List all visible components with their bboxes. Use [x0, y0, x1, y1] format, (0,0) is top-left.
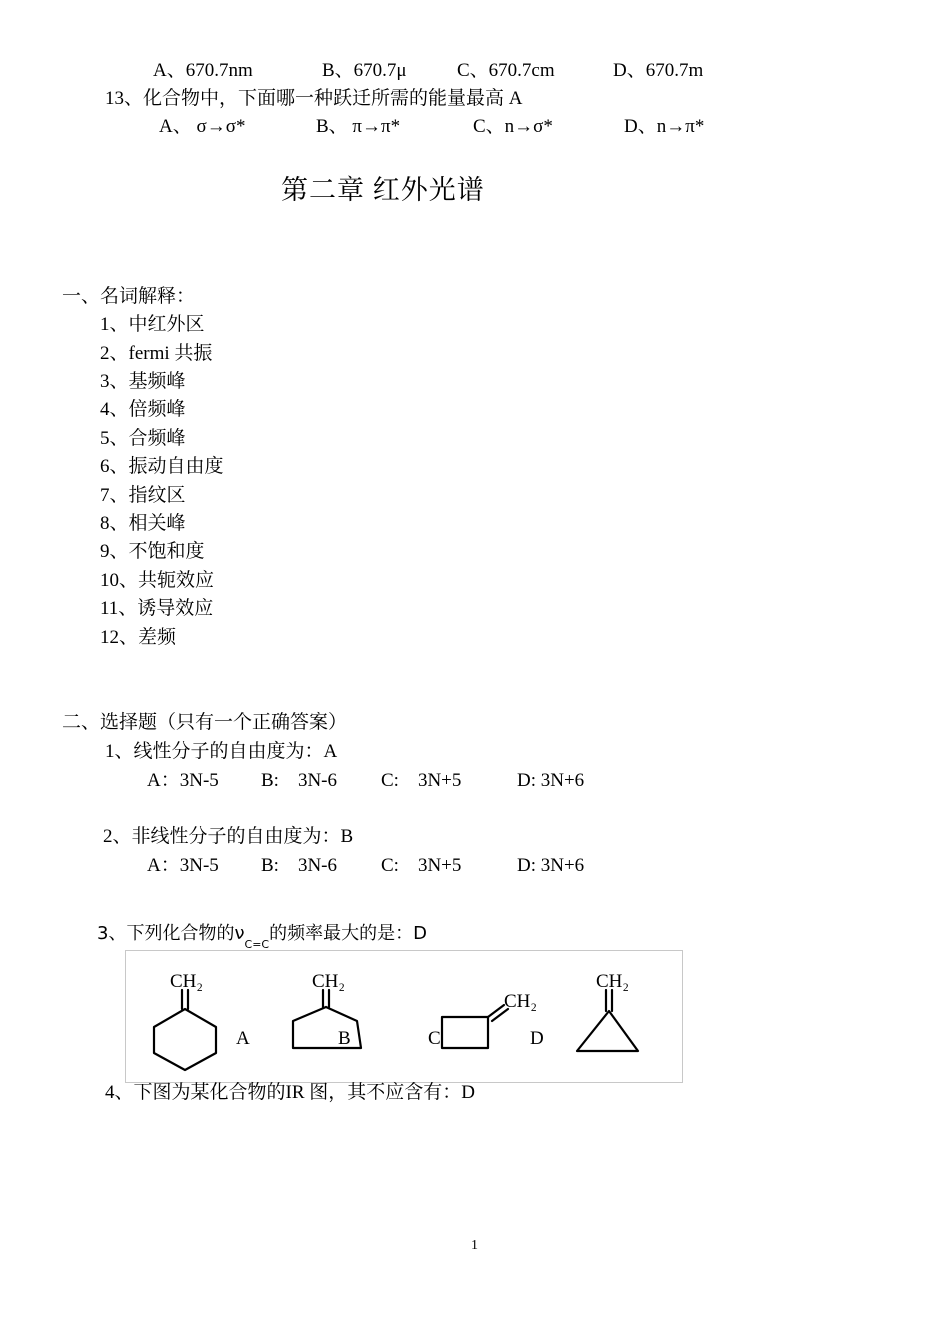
list-item: 6、振动自由度 [100, 456, 224, 477]
q2-option-a: A：3N-5 [147, 855, 219, 876]
q1-option-d: D: 3N+6 [517, 770, 585, 791]
list-item: 1、中红外区 [100, 314, 205, 335]
nu-symbol: ν [234, 923, 245, 944]
list-item: 5、合频峰 [100, 428, 186, 449]
list-item: 8、相关峰 [100, 513, 186, 534]
option-b: B、670.7μ [322, 60, 407, 81]
list-item: 9、不饱和度 [100, 541, 205, 562]
ch2-label-b: CH₂ [312, 971, 346, 992]
ch2-label-c: CH₂ [504, 991, 538, 1012]
ch2-label-a: CH₂ [170, 971, 204, 992]
cc-subscript: C=C [244, 938, 270, 951]
q13-option-d: D、n→π* [624, 116, 705, 137]
molecule-b [293, 990, 361, 1048]
question-13: 13、化合物中，下面哪一种跃迁所需的能量最高 A [105, 88, 523, 109]
question-1: 1、线性分子的自由度为：A [105, 741, 338, 762]
q13-option-c: C、n→σ* [473, 116, 553, 137]
q1-option-c: C: 3N+5 [381, 770, 462, 791]
list-item: 4、倍频峰 [100, 399, 186, 420]
page-number: 1 [471, 1238, 478, 1253]
q2-option-b: B: 3N-6 [261, 855, 338, 876]
list-item: 3、基频峰 [100, 371, 186, 392]
label-b: B [338, 1028, 351, 1049]
q2-option-d: D: 3N+6 [517, 855, 585, 876]
section2-heading: 二、选择题（只有一个正确答案） [62, 712, 348, 733]
option-d: D、670.7m [613, 60, 704, 81]
q1-option-b: B: 3N-6 [261, 770, 338, 791]
chapter-title: 第二章 红外光谱 [281, 175, 485, 205]
list-item: 7、指纹区 [100, 485, 186, 506]
section1-heading: 一、名词解释： [62, 286, 196, 307]
label-d: D [530, 1028, 544, 1049]
question-4: 4、下图为某化合物的IR 图，其不应含有：D [105, 1082, 475, 1103]
label-a: A [236, 1028, 250, 1049]
question-3 [97, 925, 427, 950]
q3-suffix: 的频率最大的是：D [269, 923, 427, 944]
molecule-d [577, 990, 638, 1051]
molecule-c [442, 1005, 508, 1048]
option-a: A、670.7nm [153, 60, 253, 81]
list-item: 11、诱导效应 [100, 598, 214, 619]
label-c: C [428, 1028, 441, 1049]
q2-option-c: C: 3N+5 [381, 855, 462, 876]
structure-figure [125, 950, 683, 1083]
q1-option-a: A：3N-5 [147, 770, 219, 791]
ch2-label-d: CH₂ [596, 971, 630, 992]
list-item: 10、共轭效应 [100, 570, 215, 591]
list-item: 2、fermi 共振 [100, 343, 213, 364]
q13-option-a: A、 σ→σ* [159, 116, 246, 137]
option-c: C、670.7cm [457, 60, 555, 81]
q13-option-b: B、 π→π* [316, 116, 401, 137]
molecule-a [154, 990, 216, 1070]
question-2: 2、非线性分子的自由度为：B [103, 826, 354, 847]
q3-prefix: 3、下列化合物的 [97, 923, 235, 944]
list-item: 12、差频 [100, 627, 177, 648]
